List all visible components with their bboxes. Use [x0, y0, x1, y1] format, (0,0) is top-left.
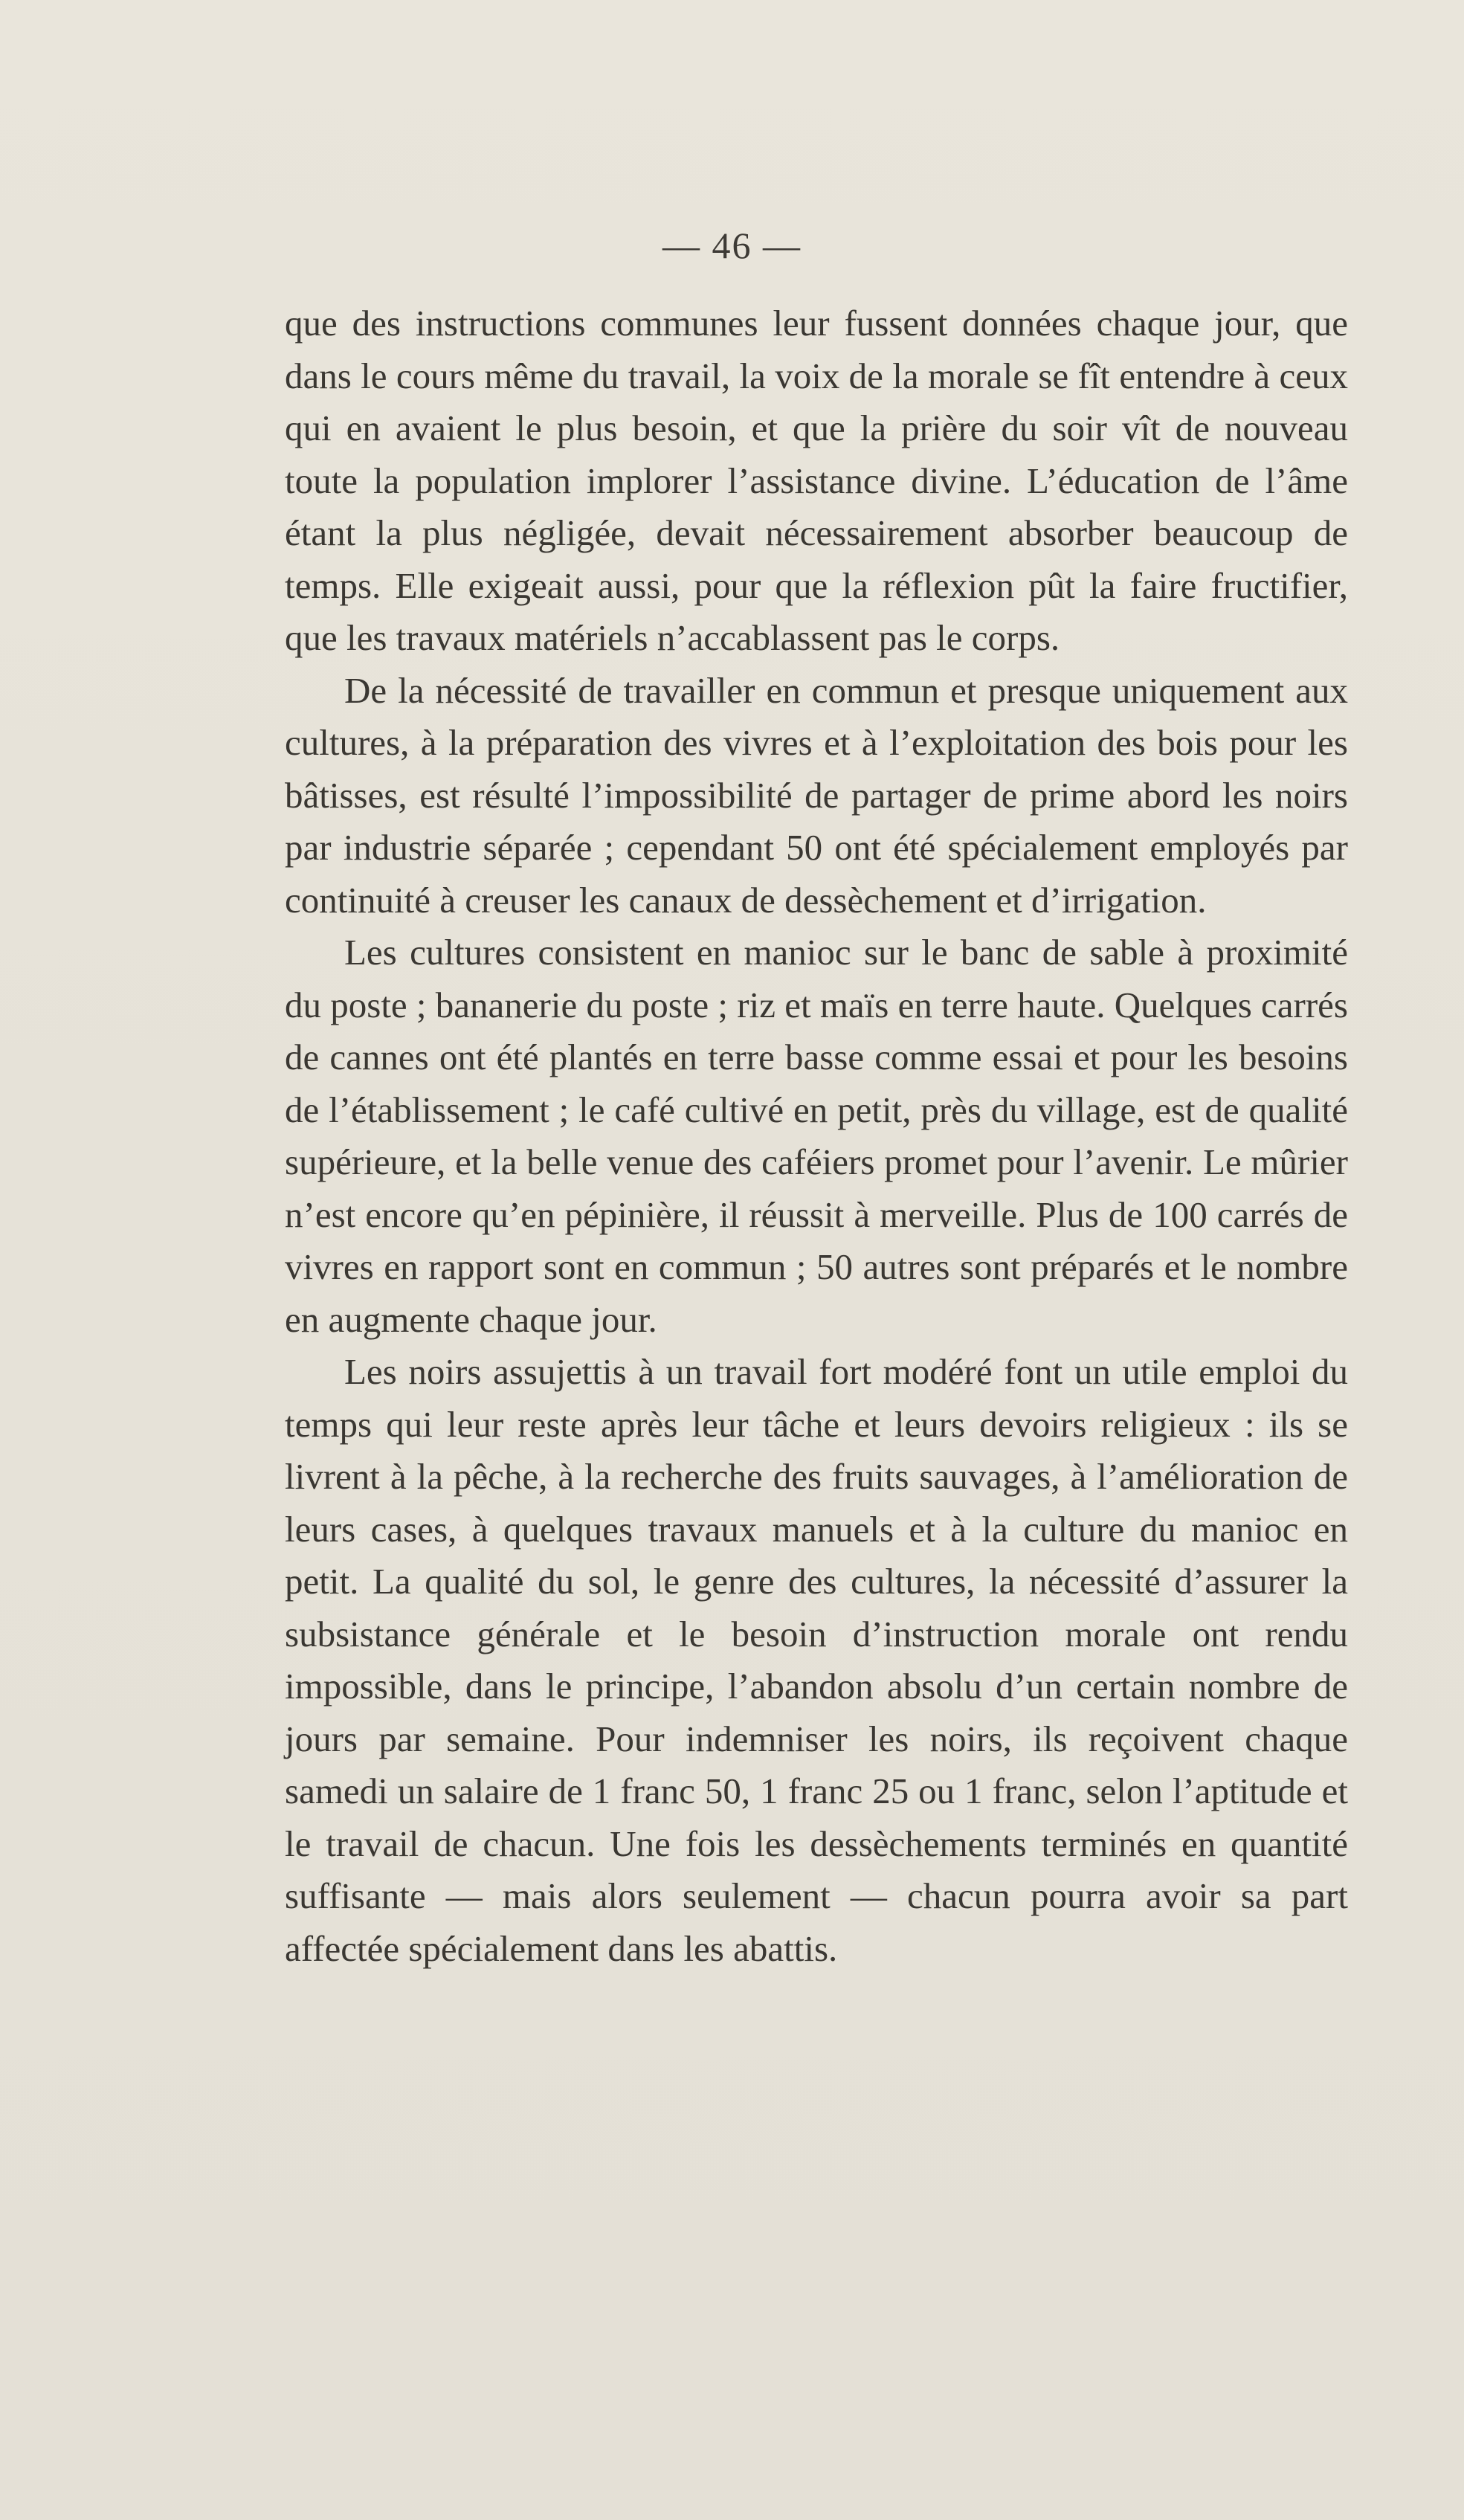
page-number: — 46 — [662, 225, 802, 266]
paragraph-4: Les noirs assujettis à un travail fort modéré font un utile emploi du temps qui leur reste après leur tâche et leurs devoirs religieux : ils se livrent à la pêche, à la recherche des fruits sauvages, à l’amélioration de leurs cases, à quelques travaux manuels et à la culture du manioc en petit. La qualité du sol, le genre des cultures, la nécessité d’assurer la subsistance générale et le besoin d’instruction morale ont rendu impossible, dans le principe, l’abandon absolu d’un certain nombre de jours par semaine. Pour indemniser les noirs, ils reçoivent chaque samedi un salaire de 1 franc 50, 1 franc 25 ou 1 franc, selon l’aptitude et le travail de chacun. Une fois les dessèchements terminés en quantité suffisante — mais alors seulement — chacun pourra avoir sa part affectée spécialement dans les abattis. [285, 1351, 1348, 1969]
paragraph-1: que des instructions communes leur fussent données chaque jour, que dans le cours même du travail, la voix de la morale se fît entendre à ceux qui en avaient le plus besoin, et que la prière du soir vît de nouveau toute la population implorer l’assistance divine. L’éducation de l’âme étant la plus négligée, devait nécessairement absorber beaucoup de temps. Elle exigeait aussi, pour que la réflexion pût la faire fructifier, que les travaux matériels n’accablassent pas le corps. [285, 303, 1348, 658]
paragraph-2: De la nécessité de travailler en commun et presque uniquement aux cultures, à la préparation des vivres et à l’exploitation des bois pour les bâtisses, est résulté l’impossibilité de partager de prime abord les noirs par industrie séparée ; cependant 50 ont été spécialement employés par continuité à creuser les canaux de dessèchement et d’irrigation. [285, 669, 1348, 921]
body-text [285, 297, 1348, 1975]
paragraph-3: Les cultures consistent en manioc sur le banc de sable à proximité du poste ; bananerie du poste ; riz et maïs en terre haute. Quelques carrés de cannes ont été plantés en terre basse comme essai et pour les besoins de l’établissement ; le café cultivé en petit, près du village, est de qualité supérieure, et la belle venue des caféiers promet pour l’avenir. Le mûrier n’est encore qu’en pépinière, il réussit à merveille. Plus de 100 carrés de vivres en rapport sont en commun ; 50 autres sont préparés et le nombre en augmente chaque jour. [285, 932, 1348, 1340]
